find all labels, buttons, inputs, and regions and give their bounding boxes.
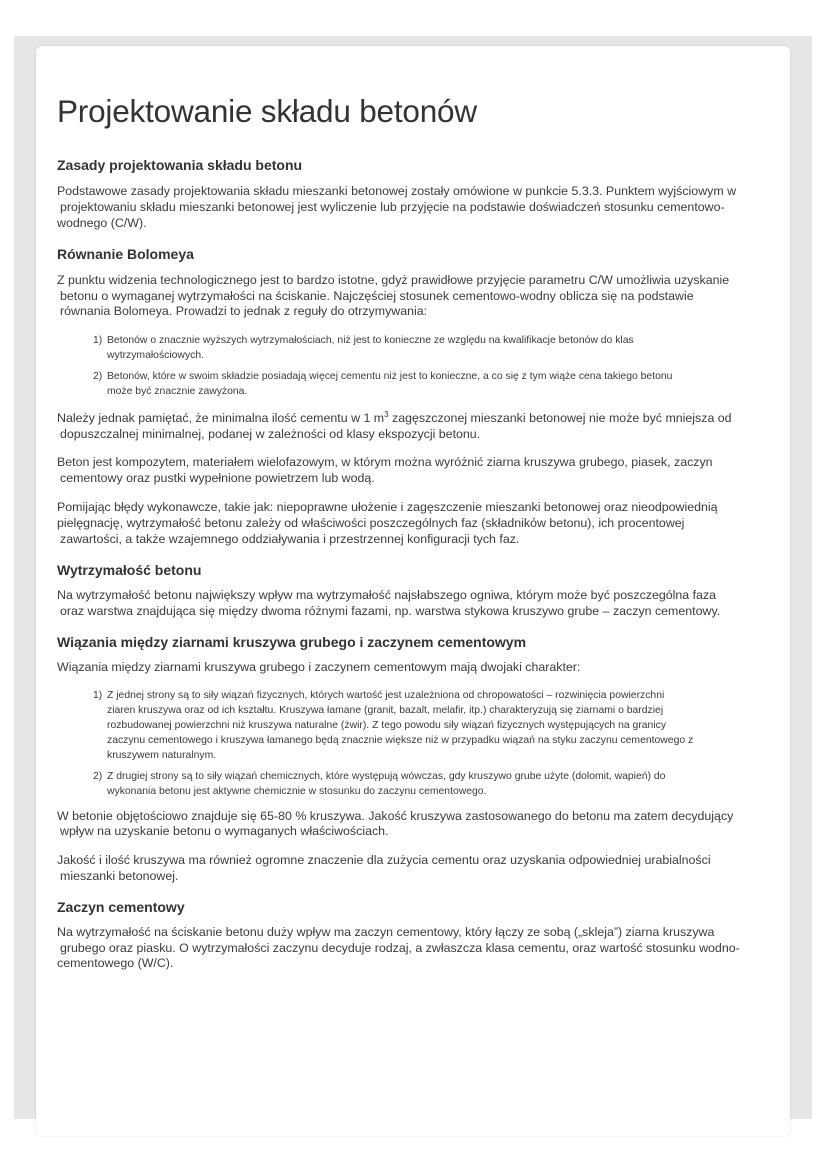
list-item: 1) Betonów o znacznie wyższych wytrzymałościach, niż jest to konieczne ze względu na kwalifikacje betonów do klas wytrzymałościowych. [93, 334, 634, 361]
list-item: 2) Z drugiej strony są to siły wiązań chemicznych, które występują wówczas, gdy kruszywo grube użyte (dolomit, wapień) do wykonania betonu jest aktywne chemicznie w stosunku do zaczynu cementowego. [93, 770, 666, 797]
paragraph-bolomey: Z punktu widzenia technologicznego jest to bardzo istotne, gdyż prawidłowe przyjęcie parametru C/W umożliwia uzyskanie betonu o wymaganej wytrzymałości na ściskanie. Najczęściej stosunek cementowo-wodny oblicza się na podstawie równania Bolomeya. Prowadzi to jednak z reguły do otrzymywania: [57, 273, 730, 319]
section-heading-wiazania: Wiązania między ziarnami kruszywa grubego i zaczynem cementowym [57, 634, 527, 651]
paragraph-wytrzymalosc: Na wytrzymałość betonu największy wpływ ma wytrzymałość najsłabszego ogniwa, którym może być poszczególna faza oraz warstwa znajdująca się między dwoma różnymi fazami, np. warstwa stykowa kruszywo grube – zaczyn cementowy. [57, 588, 721, 618]
paragraph-minimalna-ilosc: Należy jednak pamiętać, że minimalna ilość cementu w 1 $m^3$ zagęszczonej mieszanki betonowej nie może być mniejsza od dopuszczalnej minimalnej, podanej w zależności od klasy ekspozycji betonu. [57, 409, 732, 441]
section-heading-bolomey: Równanie Bolomeya [57, 246, 194, 263]
list-item: 1) Z jednej strony są to siły wiązań fizycznych, których wartość jest uzależniona od chropowatości – rozwinięcia powierzchni ziaren kruszywa oraz od ich kształtu. Kruszywa łamane (granit, bazalt, melafir, itp.) charakteryzują się ziarnami o bardziej rozbudowanej powierzchni niż kruszywa naturalne (żwir). Z tego powodu siły wiązań fizycznych występujących na granicy zaczynu cementowego i kruszywa łamanego będą znacznie większe niż w przypadku wiązań na styku zaczynu cementowego z kruszywem naturalnym. [93, 689, 694, 761]
list-item: 2) Betonów, które w swoim składzie posiadają więcej cementu niż jest to konieczne, a co się z tym wiąże cena takiego betonu może być znacznie zawyżona. [93, 370, 673, 397]
page-title: Projektowanie składu betonów [57, 93, 477, 129]
list-wiazania [57, 688, 772, 799]
document-content [57, 84, 772, 972]
paragraph-wiazania-intro: Wiązania między ziarnami kruszywa grubego i zaczynem cementowym mają dwojaki charakter: [57, 660, 581, 675]
paragraph-bledy: Pomijając błędy wykonawcze, takie jak: niepoprawne ułożenie i zagęszczenie mieszanki betonowej oraz nieodpowiednią pielęgnację, wytrzymałość betonu zależy od właściwości poszczególnych faz (składników betonu), ich procentowej zawartości, a także wzajemnego oddziaływania i przestrzennej konfiguracji tych faz. [57, 500, 718, 546]
document-card [36, 46, 790, 1136]
paragraph-jakosc: Jakość i ilość kruszywa ma również ogromne znaczenie dla zużycia cementu oraz uzyskania odpowiedniej urabialności mieszanki betonowej. [57, 853, 711, 883]
section-heading-wytrzymalosc: Wytrzymałość betonu [57, 562, 202, 579]
paragraph-zaczyn: Na wytrzymałość na ściskanie betonu duży wpływ ma zaczyn cementowy, który łączy ze sobą („skleja”) ziarna kruszywa grubego oraz piasku. O wytrzymałości zaczynu decyduje rodzaj, a zwłaszcza klasa cementu, oraz wartość stosunku wodno- cementowego (W/C). [57, 925, 740, 971]
section-heading-zasady: Zasady projektowania składu betonu [57, 157, 303, 174]
paragraph-objetosc: W betonie objętościowo znajduje się 65-80 % kruszywa. Jakość kruszywa zastosowanego do betonu ma zatem decydujący wpływ na uzyskanie betonu o wymaganych właściwościach. [57, 808, 734, 839]
paragraph-zasady: Podstawowe zasady projektowania składu mieszanki betonowej zostały omówione w punkcie 5.3.3. Punktem wyjściowym w projektowaniu składu mieszanki betonowej jest wyliczenie lub przyjęcie na podstawie doświadczeń stosunku cementowo- wodnego (C/W). [57, 184, 737, 230]
paragraph-kompozyt: Beton jest kompozytem, materiałem wielofazowym, w którym można wyróżnić ziarna kruszywa grubego, piasek, zaczyn cementowy oraz pustki wypełnione powietrzem lub wodą. [57, 455, 713, 485]
list-bolomey [57, 333, 772, 399]
section-heading-zaczyn: Zaczyn cementowy [57, 899, 185, 916]
